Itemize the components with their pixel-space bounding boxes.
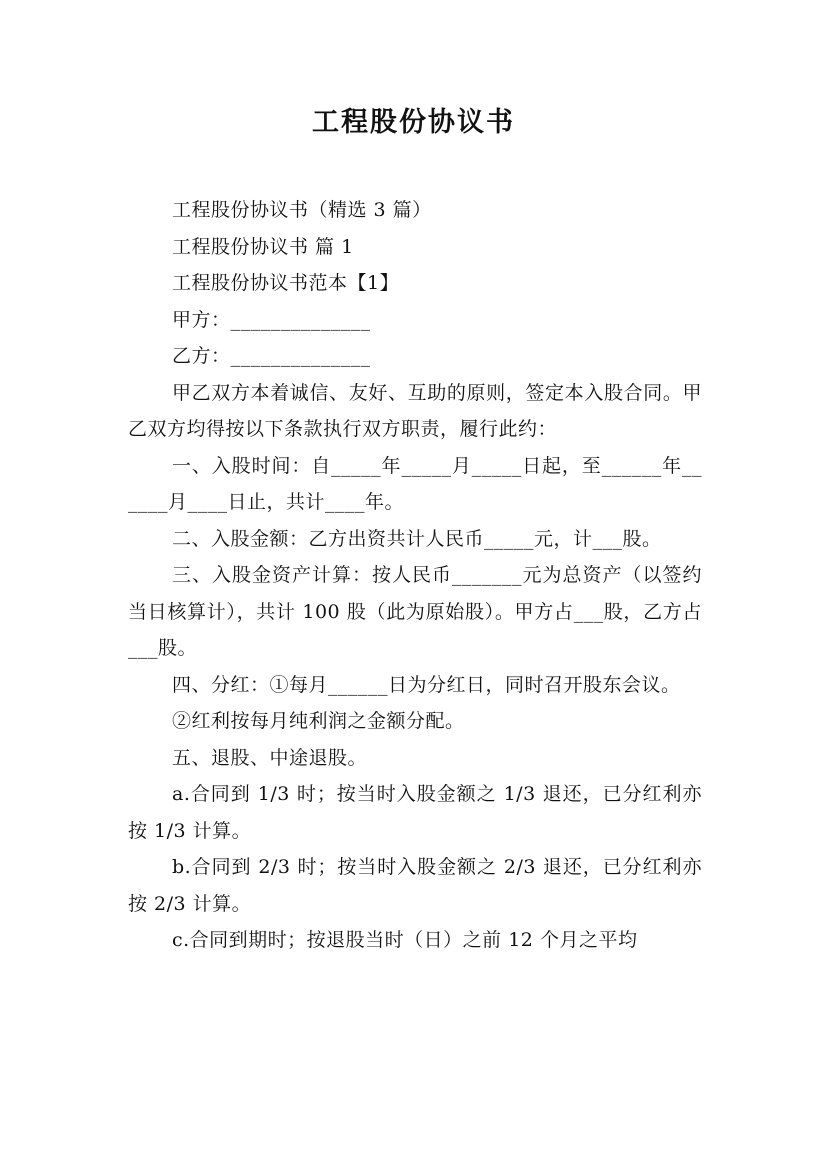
clause-5a: a.合同到 1/3 时；按当时入股金额之 1/3 退还，已分红利亦按 1/3 计算。 (128, 783, 702, 842)
clause-5-withdrawal: 五、退股、中途退股。 (172, 746, 368, 769)
clause-5b: b.合同到 2/3 时；按当时入股金额之 2/3 退还，已分红利亦按 2/3 计算。 (128, 856, 702, 915)
clause-1-time: 一、入股时间：自_____年_____月_____日起，至______年______月____日止，共计____年。 (128, 454, 702, 513)
clause-2-amount: 二、入股金额：乙方出资共计人民币_____元，计___股。 (172, 527, 662, 550)
clause-3-assets: 三、入股金资产计算：按人民币_______元为总资产（以签约当日核算计），共计 100 股（此为原始股）。甲方占___股，乙方占___股。 (128, 564, 702, 659)
party-a-line: 甲方：______________ (172, 308, 371, 331)
clause-5c: c.合同到期时；按退股当时（日）之前 12 个月之平均 (172, 929, 638, 951)
document-body (128, 192, 702, 959)
clause-4-dividend-2: ②红利按每月纯利润之金额分配。 (172, 710, 465, 732)
paragraph-heading-selection: 工程股份协议书（精选 3 篇） (172, 199, 432, 221)
paragraph-preamble: 甲乙双方本着诚信、友好、互助的原则，签定本入股合同。甲乙双方均得按以下条款执行双方职责，履行此约： (128, 381, 702, 440)
paragraph-template-label: 工程股份协议书范本【1】 (172, 272, 400, 294)
clause-4-dividend: 四、分红：①每月______日为分红日，同时召开股东会议。 (172, 673, 681, 696)
party-b-line: 乙方：______________ (172, 345, 371, 367)
paragraph-chapter-label: 工程股份协议书 篇 1 (172, 235, 354, 258)
document-title: 工程股份协议书 (312, 107, 515, 138)
